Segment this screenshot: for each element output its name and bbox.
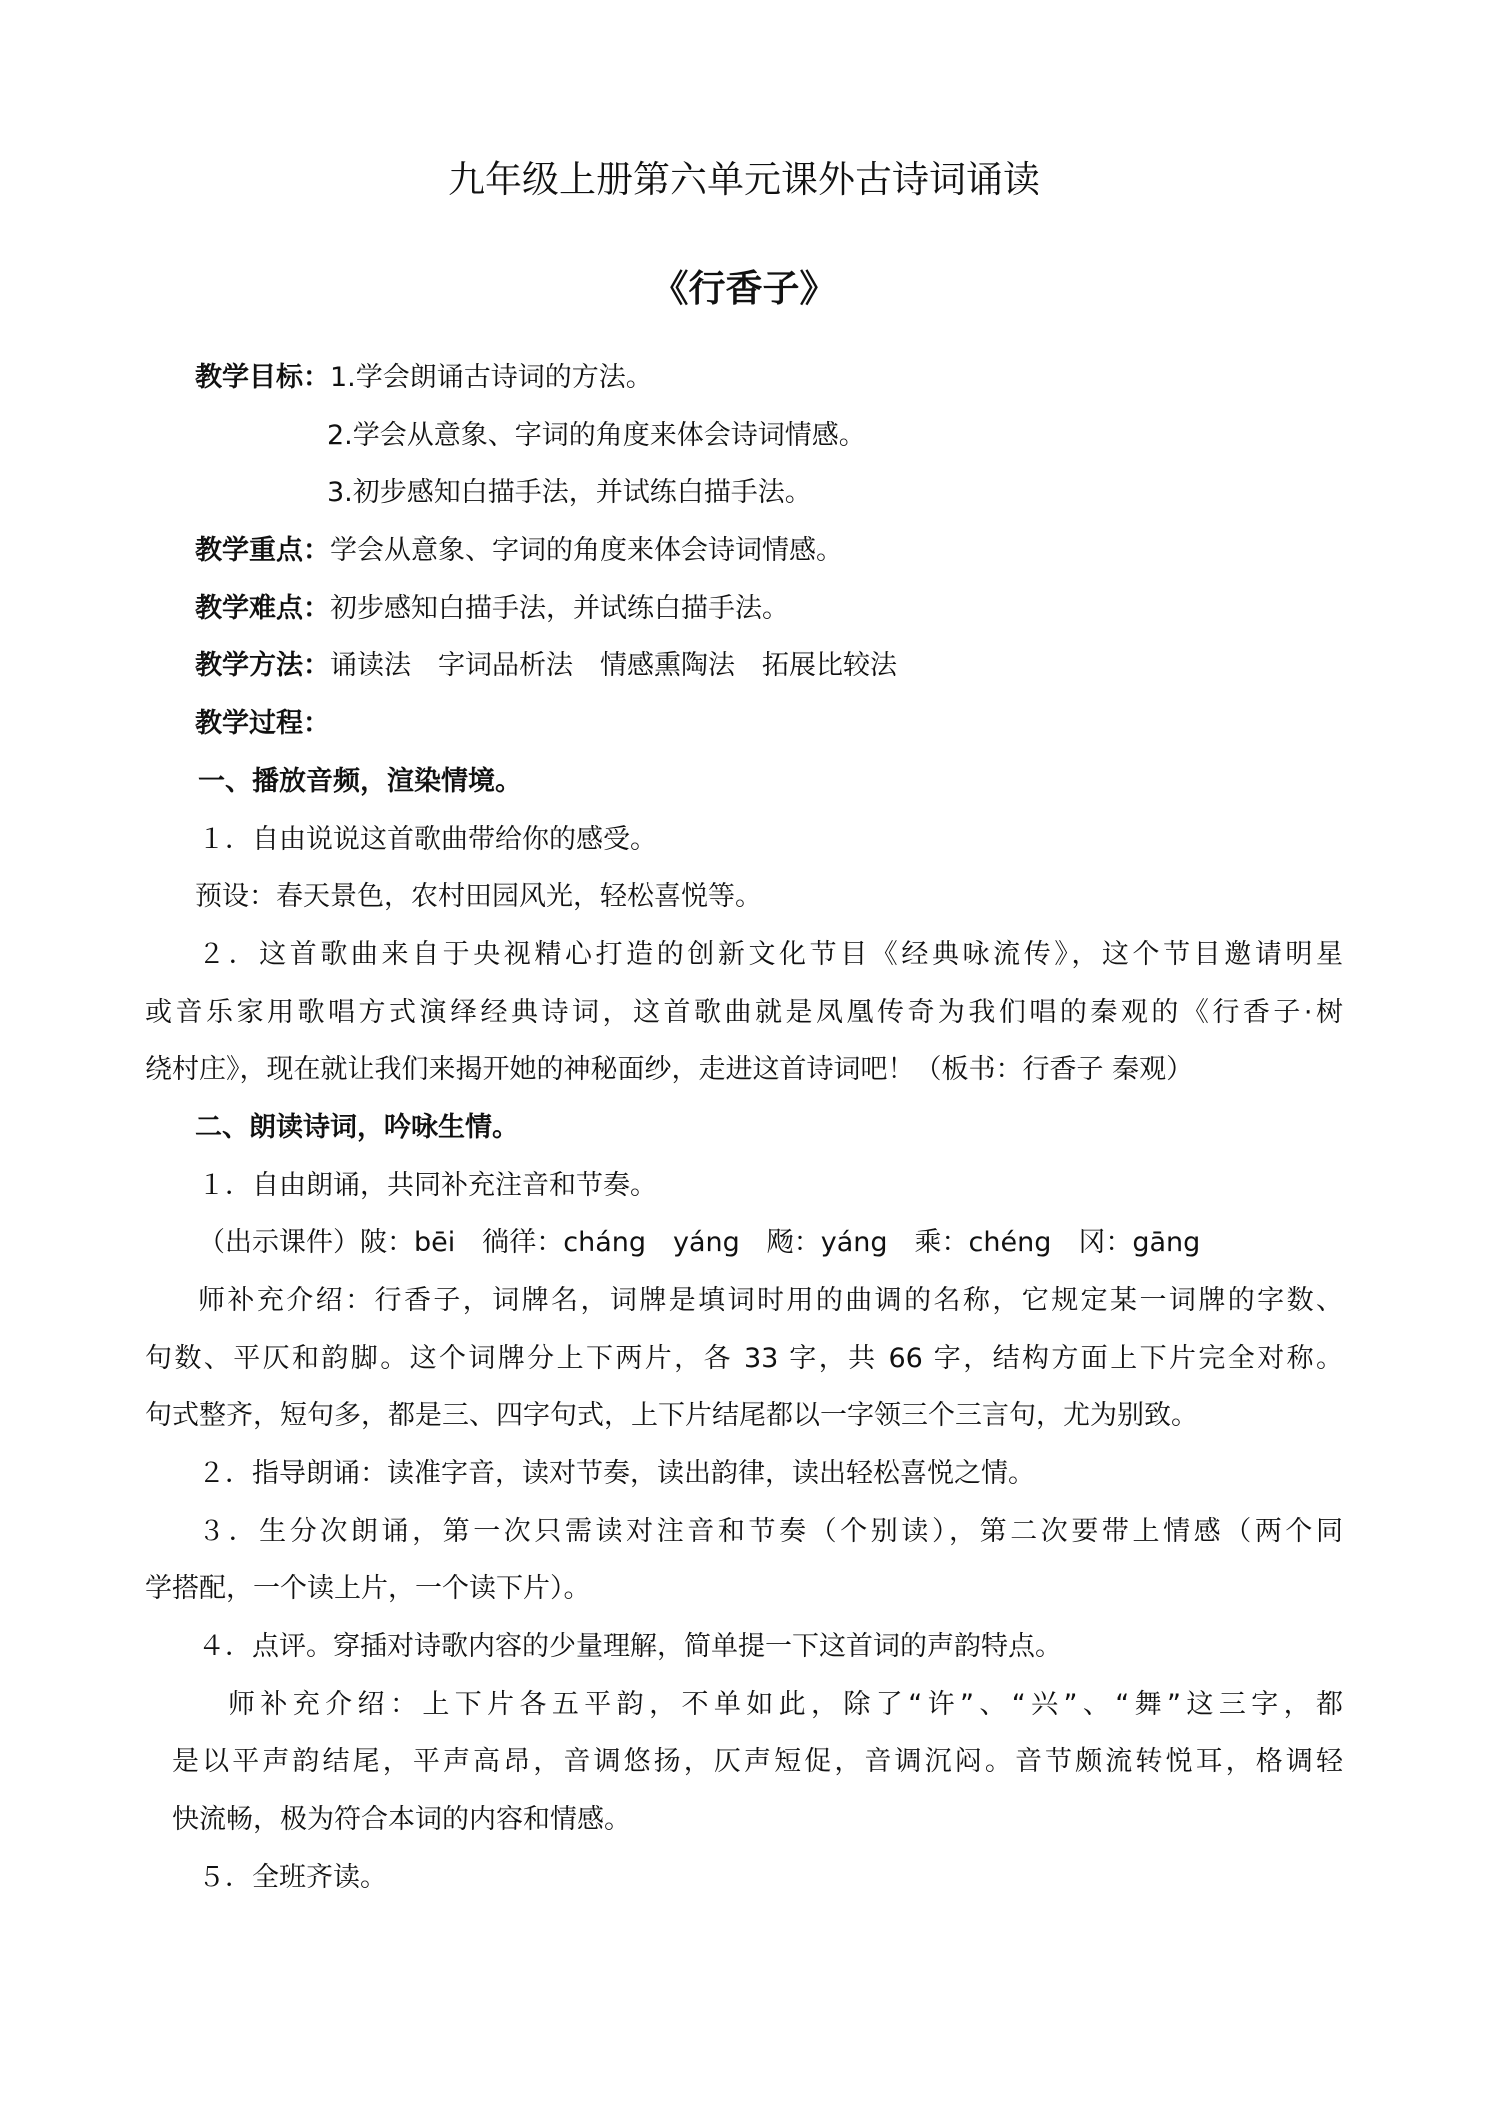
section-2-item-4: ４．点评。穿插对诗歌内容的少量理解，简单提一下这首词的声韵特点。 xyxy=(198,1631,1062,1662)
section-1-item-2-line-1: ２．这首歌曲来自于央视精心打造的创新文化节目《经典咏流传》，这个节目邀请明星 xyxy=(198,939,1343,970)
focus-text: 学会从意象、字词的角度来体会诗词情感。 xyxy=(330,535,843,566)
focus-label: 教学重点： xyxy=(195,535,330,566)
section-2-heading: 二、朗读诗词，吟咏生情。 xyxy=(195,1112,519,1143)
difficulty-line xyxy=(195,591,789,627)
section-2-intro-line-1: 师补充介绍：行香子，词牌名，词牌是填词时用的曲调的名称，它规定某一词牌的字数、 xyxy=(198,1285,1343,1316)
goal-2: 2.学会从意象、字词的角度来体会诗词情感。 xyxy=(327,420,866,451)
section-2-item-2: ２．指导朗诵：读准字音，读对节奏，读出韵律，读出轻松喜悦之情。 xyxy=(198,1458,1035,1489)
section-2-item-3-line-1: ３．生分次朗诵，第一次只需读对注音和节奏（个别读），第二次要带上情感（两个同 xyxy=(198,1516,1343,1547)
goal-3: 3.初步感知白描手法，并试练白描手法。 xyxy=(327,477,812,508)
section-1-heading: 一、播放音频，渲染情境。 xyxy=(198,766,522,797)
section-2-supplement-line-1: 师补充介绍：上下片各五平韵，不单如此，除了“许”、“兴”、“舞”这三字，都 xyxy=(228,1689,1343,1720)
methods-line xyxy=(195,648,897,684)
document-title: 九年级上册第六单元课外古诗词诵读 xyxy=(448,158,1040,201)
section-2-item-5: ５．全班齐读。 xyxy=(198,1862,387,1893)
process-label: 教学过程： xyxy=(195,708,330,739)
section-1-item-2-line-2: 或音乐家用歌唱方式演绎经典诗词，这首歌曲就是凤凰传奇为我们唱的秦观的《行香子·树 xyxy=(145,997,1343,1028)
section-2-supplement-line-3: 快流畅，极为符合本词的内容和情感。 xyxy=(172,1804,631,1835)
section-2-intro-line-2: 句数、平仄和韵脚。这个词牌分上下两片，各 33 字，共 66 字，结构方面上下片完全对称。 xyxy=(145,1343,1343,1374)
focus-line xyxy=(195,533,843,569)
section-2-pinyin: （出示课件）陂：bēi 徜徉：cháng yáng 飏：yáng 乘：chéng 冈：gāng xyxy=(198,1227,1201,1258)
section-1-preset: 预设：春天景色，农村田园风光，轻松喜悦等。 xyxy=(195,881,762,912)
goals-line xyxy=(195,360,653,396)
document-subtitle: 《行香子》 xyxy=(651,267,837,310)
section-2-item-3-line-2: 学搭配，一个读上片，一个读下片）。 xyxy=(145,1573,591,1604)
goal-1: 1.学会朗诵古诗词的方法。 xyxy=(330,362,653,393)
section-1-item-1: １．自由说说这首歌曲带给你的感受。 xyxy=(198,824,657,855)
goals-label: 教学目标： xyxy=(195,362,330,393)
difficulty-text: 初步感知白描手法，并试练白描手法。 xyxy=(330,593,789,624)
section-2-item-1: １．自由朗诵，共同补充注音和节奏。 xyxy=(198,1170,657,1201)
difficulty-label: 教学难点： xyxy=(195,593,330,624)
methods-text: 诵读法 字词品析法 情感熏陶法 拓展比较法 xyxy=(330,650,897,681)
section-2-intro-line-3: 句式整齐，短句多，都是三、四字句式，上下片结尾都以一字领三个三言句，尤为别致。 xyxy=(145,1400,1198,1431)
methods-label: 教学方法： xyxy=(195,650,330,681)
section-2-supplement-line-2: 是以平声韵结尾，平声高昂，音调悠扬，仄声短促，音调沉闷。音节颇流转悦耳，格调轻 xyxy=(172,1746,1343,1777)
section-1-item-2-line-3: 绕村庄》，现在就让我们来揭开她的神秘面纱，走进这首诗词吧！（板书：行香子 秦观） xyxy=(145,1054,1194,1085)
